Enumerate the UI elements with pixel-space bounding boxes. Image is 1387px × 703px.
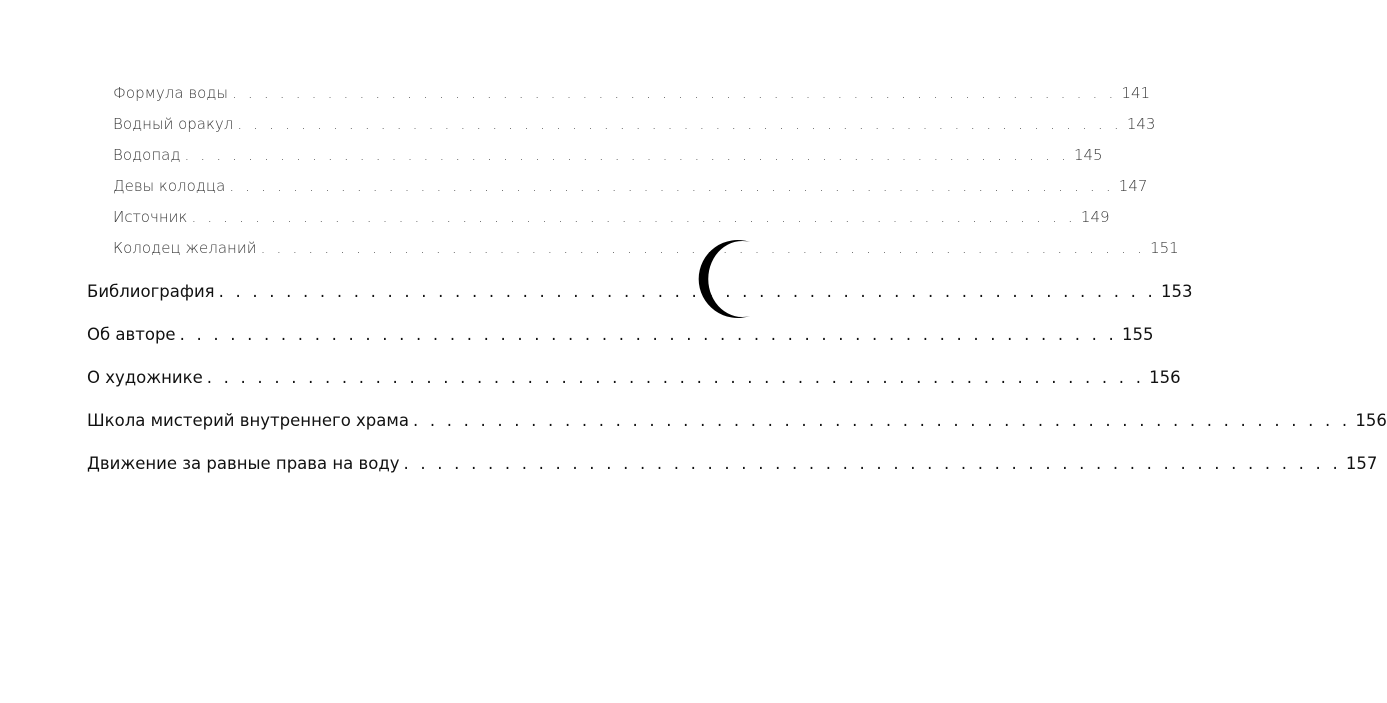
dot-leader: . . . . . . . . . . . . . . . . . . . . . . . . . . . . . . . . . . . . . . . . . . . . . . . . . . . . . . . . <box>191 208 1076 226</box>
dot-leader: . . . . . . . . . . . . . . . . . . . . . . . . . . . . . . . . . . . . . . . . . . . . . . . . . . . . . . . . <box>179 325 1117 344</box>
dot-leader: . . . . . . . . . . . . . . . . . . . . . . . . . . . . . . . . . . . . . . . . . . . . . . . . . . . . . . . . <box>403 454 1341 473</box>
toc-entry-waterfall[interactable] <box>113 146 1103 164</box>
toc-entry-page: 151 <box>1150 239 1179 257</box>
toc-entry-bibliography[interactable] <box>87 282 1193 301</box>
dot-leader: . . . . . . . . . . . . . . . . . . . . . . . . . . . . . . . . . . . . . . . . . . . . . . . . . . . . . . . . <box>231 84 1117 102</box>
toc-entry-page: 157 <box>1345 454 1378 473</box>
toc-entry-title: Библиография <box>87 282 215 301</box>
toc-entry-title: Водный оракул <box>113 115 234 133</box>
dot-leader: . . . . . . . . . . . . . . . . . . . . . . . . . . . . . . . . . . . . . . . . . . . . . . . . . . . . . . . . <box>237 115 1122 133</box>
toc-entry-title: Водопад <box>113 146 181 164</box>
toc-entry-title: Колодец желаний <box>113 239 257 257</box>
toc-entry-page: 147 <box>1118 177 1148 195</box>
dot-leader: . . . . . . . . . . . . . . . . . . . . . . . . . . . . . . . . . . . . . . . . . . . . . . . . . . . . . . . . <box>260 239 1146 257</box>
toc-entry-water-oracle[interactable] <box>113 115 1156 133</box>
toc-entry-page: 149 <box>1080 208 1110 226</box>
toc-entry-title: Движение за равные права на воду <box>87 454 400 473</box>
toc-entry-title: Источник <box>113 208 188 226</box>
toc-entry-wishing-well[interactable] <box>113 239 1179 257</box>
toc-entry-title: Школа мистерий внутреннего храма <box>87 411 409 430</box>
dot-leader: . . . . . . . . . . . . . . . . . . . . . . . . . . . . . . . . . . . . . . . . . . . . . . . . . . . . . . . . <box>206 368 1145 387</box>
dot-leader: . . . . . . . . . . . . . . . . . . . . . . . . . . . . . . . . . . . . . . . . . . . . . . . . . . . . . . . . <box>412 411 1351 430</box>
crescent-moon-shape <box>699 240 750 318</box>
toc-entry-page: 143 <box>1126 115 1156 133</box>
toc-entry-about-artist[interactable] <box>87 368 1181 387</box>
toc-entry-mystery-school[interactable] <box>87 411 1387 430</box>
dot-leader: . . . . . . . . . . . . . . . . . . . . . . . . . . . . . . . . . . . . . . . . . . . . . . . . . . . . . . . . <box>184 146 1069 164</box>
toc-entry-title: О художнике <box>87 368 203 387</box>
toc-entry-spring[interactable] <box>113 208 1110 226</box>
toc-entry-page: 156 <box>1355 411 1387 430</box>
toc-entry-page: 153 <box>1160 282 1193 301</box>
toc-entry-title: Девы колодца <box>113 177 226 195</box>
toc-entry-water-formula[interactable] <box>113 84 1151 102</box>
toc-entry-page: 155 <box>1121 325 1154 344</box>
dot-leader: . . . . . . . . . . . . . . . . . . . . . . . . . . . . . . . . . . . . . . . . . . . . . . . . . . . . . . . . <box>218 282 1156 301</box>
crescent-moon-icon <box>688 237 756 321</box>
toc-entry-title: Формула воды <box>113 84 228 102</box>
toc-entry-about-author[interactable] <box>87 325 1154 344</box>
toc-entry-title: Об авторе <box>87 325 176 344</box>
toc-entry-well-maidens[interactable] <box>113 177 1148 195</box>
toc-entry-page: 156 <box>1149 368 1181 387</box>
toc-entry-page: 141 <box>1121 84 1151 102</box>
toc-entry-water-rights-movement[interactable] <box>87 454 1378 473</box>
toc-entry-page: 145 <box>1073 146 1103 164</box>
dot-leader: . . . . . . . . . . . . . . . . . . . . . . . . . . . . . . . . . . . . . . . . . . . . . . . . . . . . . . . . <box>229 177 1114 195</box>
